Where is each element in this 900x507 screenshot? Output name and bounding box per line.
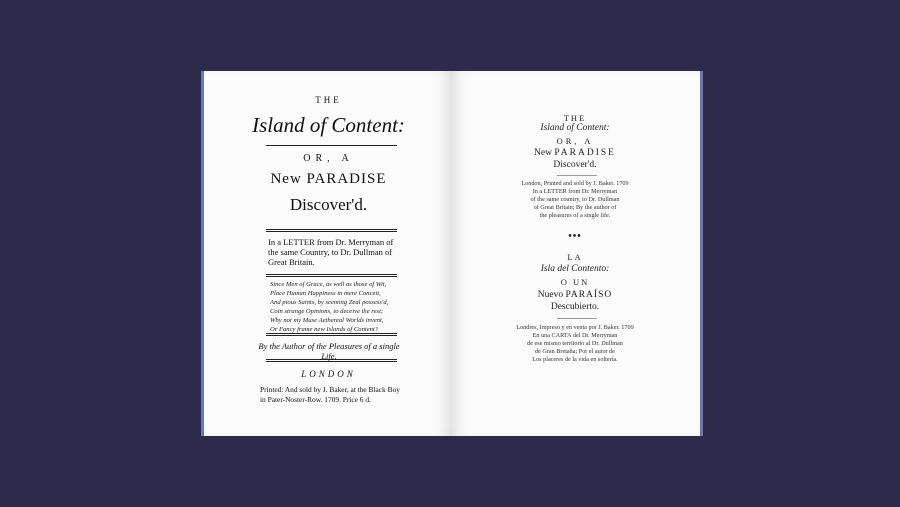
imprint-line: Printed: And sold by J. Baker, at the Black Boy [260, 385, 400, 394]
left-page-facsimile [201, 71, 453, 436]
info-line: of the same country, to Dr. Dullman [530, 196, 620, 203]
open-book [201, 71, 700, 436]
facsimile-letter: In a LETTER from Dr. Merryman of the same Country, to Dr. Dullman of Great Britain. [268, 237, 394, 267]
info-line: of Great Britain; By the author of [533, 204, 617, 211]
verse-line: Coin strange Opinions, to deceive the rest; [270, 308, 384, 315]
section-divider-dots: ••• [568, 231, 582, 242]
es-nuevo-paraiso [450, 290, 700, 300]
imprint-line: in Pater-Noster-Row. 1709. Price 6 d. [260, 395, 371, 404]
verse-line: Since Men of Grace, as well as those of Wit, [270, 281, 387, 288]
verse-line: Place Human Happiness in mere Conceit, [270, 290, 381, 297]
divider-rule [266, 359, 397, 362]
en-the: THE [563, 113, 587, 123]
divider-rule [266, 274, 397, 277]
en-discoverd: Discover'd. [553, 160, 597, 170]
info-line: de Gran Bretaña; Por el autor de [534, 348, 616, 355]
verse-line: And pious Saints, by seeming Zeal possess'd, [270, 299, 389, 306]
es-info [450, 324, 700, 364]
facsimile-imprint [260, 385, 402, 405]
facsimile-or: OR, A [303, 153, 354, 164]
info-line: Los placeres de la vida en soltería. [532, 356, 618, 363]
divider-rule [266, 145, 397, 146]
facsimile-new-paradise: New PARADISE [270, 171, 387, 187]
divider-rule [266, 333, 397, 336]
info-line: Londres, Impreso y en venta por J. Baker. 1709 [516, 324, 634, 331]
es-paraiso: PARAÍSO [565, 290, 613, 300]
facsimile-title: Island of Content: [252, 113, 405, 137]
es-la: LA [567, 252, 583, 262]
verse-line: Why not my Muse Aethereal Worlds invent, [270, 317, 384, 324]
verse-line: Or Fancy frame new Islands of Content? [270, 326, 379, 333]
info-line: In a LETTER from Dr. Merryman [532, 188, 618, 195]
divider-rule [266, 229, 397, 232]
info-line: London, Printed and sold by J. Baker. 1709 [521, 180, 629, 187]
info-line: de ese mismo territorio al Dr. Dullman [527, 340, 623, 347]
facsimile-london: LONDON [301, 369, 356, 379]
info-line: En una CARTA del Dr. Merryman [532, 332, 618, 339]
es-title: Isla del Contento: [540, 264, 610, 274]
es-o-un: O UN [560, 277, 590, 287]
divider-rule [557, 175, 597, 176]
es-nuevo: Nuevo [537, 290, 564, 300]
en-new: New [534, 148, 552, 158]
facsimile-author: By the Author of the Pleasures of a single Life. [258, 341, 400, 361]
es-descubierto: Descubierto. [550, 302, 600, 312]
info-line: the pleasures of a single life. [539, 212, 611, 219]
en-title: Island of Content: [540, 123, 610, 133]
en-info [450, 180, 700, 220]
facsimile-discoverd: Discover'd. [289, 195, 368, 214]
right-page-translation [450, 71, 703, 436]
en-paradise: PARADISE [554, 148, 616, 158]
divider-rule [557, 318, 597, 319]
facsimile-verse [270, 280, 396, 334]
en-or: OR, A [556, 136, 594, 146]
facsimile-the: THE [315, 95, 342, 105]
en-new-paradise [450, 148, 700, 158]
